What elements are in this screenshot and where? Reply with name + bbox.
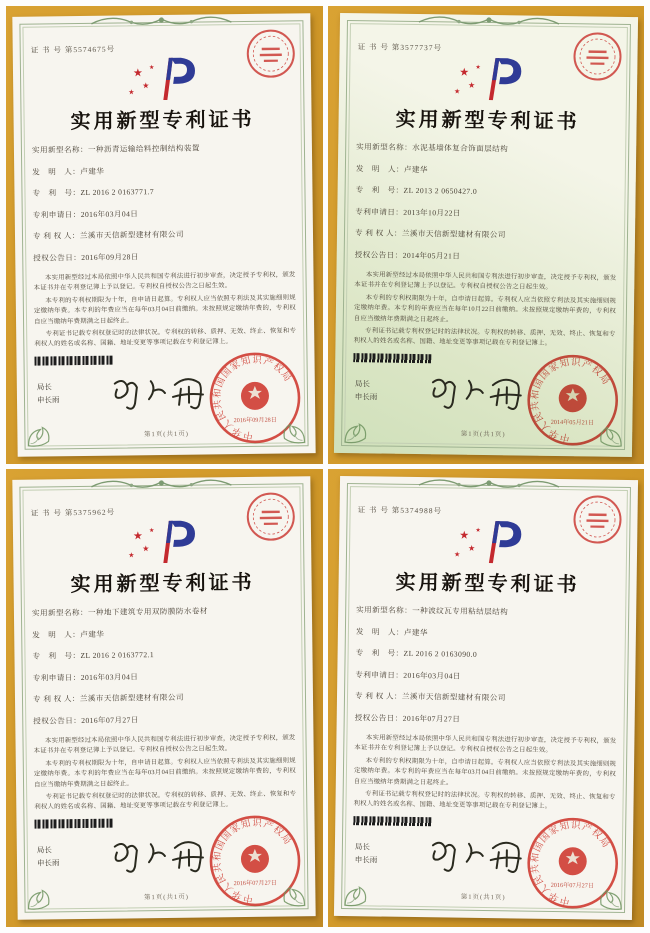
certificate-number: 证 书 号 第5375962号 [30,507,116,518]
field-row [33,249,295,263]
field-row [32,604,294,618]
field-value: 兰溪市天信新型建材有限公司 [401,691,506,703]
legal-text [34,733,297,813]
page-number: 第1页(共1页) [460,430,506,438]
star-icon: ★ [149,65,155,72]
legal-paragraph: 本实用新型经过本局依照中华人民共和国专利法进行初步审查，决定授予专利权，颁发本证书并在专利登记簿上予以登记。专利权自授权公告之日起生效。 [33,271,296,292]
field-row [354,249,616,264]
certificate-title: 实用新型专利证书 [395,571,580,597]
field-value: 水泥基墙体复合饰面层结构 [411,142,508,154]
certificate-page [334,13,638,457]
certificate-number: 证 书 号 第5374988号 [357,505,442,516]
certificate-title: 实用新型专利证书 [395,108,580,134]
star-icon: ★ [133,530,144,543]
director-title: 局长 [354,378,370,389]
field-value: 兰溪市天信新型建材有限公司 [401,228,506,240]
director-block [354,377,377,404]
certificate-number: 证 书 号 第5574675号 [30,44,116,55]
seal-date: 2014年05月21日 [550,418,594,427]
corner-flourish-icon [343,418,369,444]
corner-flourish-icon [281,881,307,907]
star-icon: ★ [128,88,135,97]
field-label: 专利申请日： [355,206,404,217]
seal-date: 2016年07月27日 [550,881,594,890]
signature-image [420,368,541,420]
barcode [353,816,431,826]
field-label: 专 利 号： [32,188,81,198]
field-list [354,141,618,263]
director-title: 局长 [37,382,53,392]
red-round-stamp-icon [245,490,298,543]
star-icon: ★ [142,544,150,554]
field-row [355,647,617,662]
field-row [356,626,618,641]
field-value: 兰溪市天信新型建材有限公司 [80,229,185,241]
field-row [32,626,294,640]
legal-paragraph: 专利证书记载专利权登记时的法律状况。专利权的转移、质押、无效、终止、恢复和专利权人的姓名或名称、国籍、地址变更等事项记载在专利登记簿上。 [353,790,616,811]
director-block [354,840,377,867]
star-icon: ★ [458,529,469,542]
legal-paragraph: 本专利的专利权期限为十年，自申请日起算。专利权人应当依照专利法及其实施细则规定缴纳年费。本专利的年费应当在每年10月22日前缴纳。未按照规定缴纳年费的，专利权自应当缴纳年费期满之日起终止。 [353,294,616,324]
corner-flourish-icon [343,881,369,907]
legal-paragraph: 本专利的专利权期限为十年，自申请日起算。专利权人应当依照专利法及其实施细则规定缴纳年费。本专利的年费应当在每年03月04日前缴纳。未按照规定缴纳年费的，专利权自应当缴纳年费期满之日起终止。 [34,294,297,326]
field-row [355,669,617,684]
seal-ring-text: 中华人民共和国国家知识产权局 [530,357,611,442]
field-value: 兰溪市天信新型建材有限公司 [80,692,185,704]
field-row [355,690,617,705]
star-icon: ★ [475,527,481,534]
star-icon: ★ [475,64,481,71]
field-label: 专利申请日： [355,669,404,680]
field-value: 卢建华 [403,627,428,637]
field-label: 发 明 人： [32,629,81,640]
certificate-title: 实用新型专利证书 [70,108,255,134]
field-value: 一种沥青运输给料控制结构装置 [88,143,201,154]
certificate-page [13,13,316,457]
star-icon: ★ [453,87,461,96]
field-label: 发 明 人： [32,166,81,177]
legal-paragraph: 本实用新型经过本局依照中华人民共和国专利法进行初步审查，决定授予专利权，颁发本证书并在专利登记簿上予以登记。专利权自授权公告之日起生效。 [33,734,296,755]
photo-cell [6,6,323,464]
field-row [33,647,295,661]
field-label: 实用新型名称： [32,607,89,618]
field-row [32,163,294,177]
red-round-stamp-icon [245,27,298,80]
field-value: 卢建华 [80,166,105,176]
certificate-title: 实用新型专利证书 [70,571,255,597]
star-icon: ★ [128,551,135,560]
garland-ornament-icon [87,12,237,30]
star-icon: ★ [458,66,469,79]
field-value: 2016年07月27日 [81,714,140,725]
field-row [33,184,295,198]
field-value: 卢建华 [403,164,428,174]
field-list [32,604,295,726]
seal-ring-text: 中华人民共和国国家知识产权局 [530,820,611,905]
signature-image [103,831,224,882]
director-name: 申长雨 [37,395,60,405]
legal-paragraph: 本实用新型经过本局依照中华人民共和国专利法进行初步审查，决定授予专利权，颁发本证书并在专利登记簿上予以登记。专利权自授权公告之日起生效。 [353,734,617,755]
field-label: 专利申请日： [32,672,82,683]
photo-cell [6,469,323,927]
seal-date: 2016年07月27日 [233,879,278,887]
corner-flourish-icon [597,422,623,448]
cnipa-patent-logo-icon [451,519,526,566]
field-value: 一种波纹瓦专用粘结层结构 [411,605,508,617]
seal-date: 2016年09月28日 [233,416,278,424]
page-number: 第1页(共1页) [144,430,190,438]
field-value: ZL 2016 2 0163090.0 [403,648,477,659]
certificate-page [13,476,316,920]
barcode [353,353,431,363]
field-row [33,227,295,241]
star-icon: ★ [467,80,476,90]
director-block [37,843,60,870]
field-value: 一种地下建筑专用双防膜防水卷材 [88,606,209,617]
field-row [33,690,295,704]
page-number: 第1页(共1页) [460,893,506,901]
legal-paragraph: 专利证书记载专利权登记时的法律状况。专利权的转移、质押、无效、终止、恢复和专利权人的姓名或名称、国籍、地址变更等事项记载在专利登记簿上。 [34,790,297,811]
field-value: 2016年09月28日 [81,251,140,262]
field-value: 2016年07月27日 [402,713,461,724]
field-label: 发 明 人： [355,163,404,174]
star-icon: ★ [467,543,476,553]
director-block [37,380,60,407]
field-row [33,206,295,220]
seal-ring-text: 中华人民共和国国家知识产权局 [212,818,293,903]
page-number: 第1页(共1页) [144,893,190,901]
corner-flourish-icon [27,421,53,447]
legal-text [353,733,616,813]
field-label: 发 明 人： [355,626,404,637]
field-label: 专 利 权 人： [33,231,81,241]
corner-flourish-icon [27,884,53,910]
field-row [356,604,618,619]
director-title: 局长 [354,841,370,852]
field-label: 实用新型名称： [355,605,412,615]
star-icon: ★ [149,528,155,535]
field-label: 专 利 号： [355,185,404,195]
field-label: 专 利 权 人： [33,694,81,704]
field-value: 2013年10月22日 [402,207,461,218]
field-row [33,712,295,726]
director-title: 局长 [37,845,53,855]
star-icon: ★ [453,550,461,559]
field-row [355,206,617,221]
signature-image [420,831,541,883]
corner-flourish-icon [281,418,307,444]
field-row [356,141,618,156]
cnipa-patent-logo-icon [125,519,200,566]
director-name: 申长雨 [354,855,378,865]
field-label: 专利申请日： [32,209,82,220]
garland-ornament-icon [414,475,564,493]
legal-paragraph: 本专利的专利权期限为十年，自申请日起算。专利权人应当依照专利法及其实施细则规定缴纳年费。本专利的年费应当在每年03月04日前缴纳。未按照规定缴纳年费的，专利权自应当缴纳年费期满之日起终止。 [353,757,616,787]
field-label: 授权公告日： [354,712,403,723]
field-value: 2014年05月21日 [402,250,461,261]
photo-cell [328,6,645,464]
star-icon: ★ [133,67,144,80]
field-list [32,141,295,263]
field-value: 2016年03月04日 [80,208,139,219]
field-row [32,141,294,155]
director-name: 申长雨 [354,392,378,402]
barcode [35,818,113,828]
field-row [355,184,617,199]
field-list [354,604,618,726]
signature-image [103,368,224,419]
red-round-stamp-icon [571,30,624,83]
field-label: 实用新型名称： [32,144,89,155]
legal-text [353,270,616,350]
field-label: 专 利 权 人： [354,228,402,238]
corner-flourish-icon [597,885,623,911]
field-value: 卢建华 [80,629,105,639]
field-label: 授权公告日： [33,252,82,263]
field-value: 2016年03月04日 [402,670,461,681]
star-icon: ★ [142,81,150,91]
barcode [35,355,113,365]
garland-ornament-icon [414,12,564,30]
cnipa-patent-logo-icon [451,56,526,103]
legal-paragraph: 本专利的专利权期限为十年，自申请日起算。专利权人应当依照专利法及其实施细则规定缴纳年费。本专利的年费应当在每年03月04日前缴纳。未按照规定缴纳年费的，专利权自应当缴纳年费期满之日起终止。 [34,757,297,789]
legal-paragraph: 专利证书记载专利权登记时的法律状况。专利权的转移、质押、无效、终止、恢复和专利权人的姓名或名称、国籍、地址变更等事项记载在专利登记簿上。 [353,327,616,348]
garland-ornament-icon [87,475,237,493]
field-label: 授权公告日： [354,249,403,260]
field-label: 专 利 权 人： [354,691,402,701]
field-value: ZL 2016 2 0163772.1 [80,650,155,661]
director-name: 申长雨 [37,858,60,868]
field-value: ZL 2013 2 0650427.0 [403,185,477,196]
field-label: 实用新型名称： [355,142,412,152]
field-row [33,669,295,683]
cnipa-patent-logo-icon [125,56,200,103]
field-row [354,712,616,727]
legal-text [34,270,297,350]
red-round-stamp-icon [571,493,624,546]
field-row [355,227,617,242]
field-label: 专 利 号： [32,651,81,661]
field-label: 专 利 号： [355,648,404,658]
certificate-page [334,476,638,920]
seal-ring-text: 中华人民共和国国家知识产权局 [212,355,293,440]
legal-paragraph: 专利证书记载专利权登记时的法律状况。专利权的转移、质押、无效、终止、恢复和专利权人的姓名或名称、国籍、地址变更等事项记载在专利登记簿上。 [34,327,297,348]
field-label: 授权公告日： [33,715,82,726]
photo-cell [328,469,645,927]
field-row [356,163,618,178]
certificate-number: 证 书 号 第3577737号 [357,42,442,53]
field-value: 2016年03月04日 [80,671,139,682]
field-value: ZL 2016 2 0163771.7 [80,187,155,198]
legal-paragraph: 本实用新型经过本局依照中华人民共和国专利法进行初步审查，决定授予专利权，颁发本证书并在专利登记簿上予以登记。专利权自授权公告之日起生效。 [353,271,617,292]
